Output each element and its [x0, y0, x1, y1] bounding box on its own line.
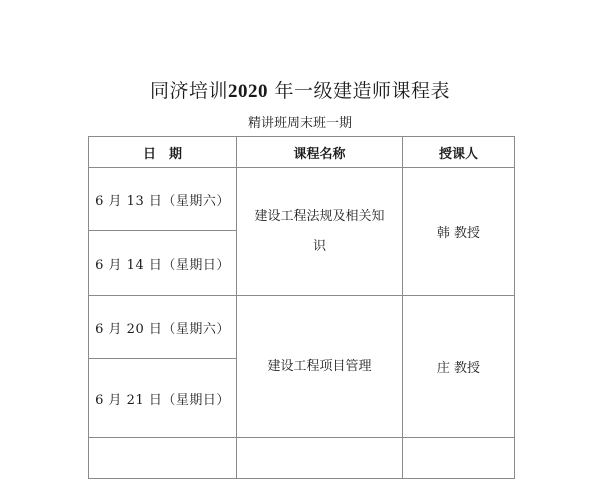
header-date: 日 期: [89, 137, 237, 168]
date-cell: [89, 231, 237, 296]
table-header-row: [89, 137, 515, 168]
empty-cell: [89, 438, 237, 479]
empty-cell: [403, 438, 515, 479]
table-row: [89, 168, 515, 231]
course-name: 建设工程法规及相关知识: [254, 208, 385, 254]
title-suffix: 年一级建造师课程表: [267, 80, 451, 102]
date-cell: [89, 359, 237, 438]
date-text: 6 月 20 日（星期六）: [95, 321, 230, 337]
title-year: 2020: [227, 81, 268, 102]
title-prefix: 同济培训: [149, 80, 228, 102]
date-text: 6 月 21 日（星期日）: [95, 392, 230, 408]
course-cell: [237, 168, 403, 296]
document-subtitle: 精讲班周末班一期: [247, 116, 352, 131]
course-schedule-table: [88, 136, 515, 479]
date-cell: [89, 296, 237, 359]
table-row: [89, 438, 515, 479]
header-teacher: 授课人: [403, 137, 515, 168]
header-course: 课程名称: [237, 137, 403, 168]
teacher-cell: 韩 教授: [403, 168, 515, 296]
teacher-cell: 庄 教授: [403, 296, 515, 438]
date-text: 6 月 14 日（星期日）: [95, 257, 230, 273]
course-cell: [237, 296, 403, 438]
document-title: [0, 76, 600, 103]
date-text: 6 月 13 日（星期六）: [95, 193, 230, 209]
date-cell: [89, 168, 237, 231]
course-name: 建设工程项目管理: [267, 358, 372, 374]
empty-cell: [237, 438, 403, 479]
table-row: [89, 296, 515, 359]
